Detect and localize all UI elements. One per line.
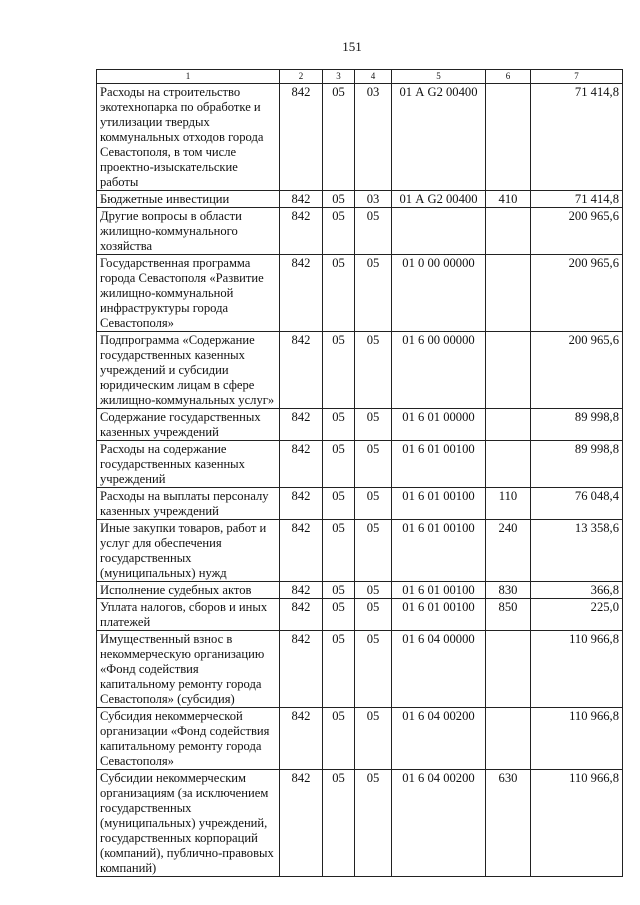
- row-expense-type: [486, 409, 531, 441]
- row-subsection-code: 05: [355, 208, 392, 255]
- row-section-code: 05: [323, 255, 355, 332]
- row-ministry-code: 842: [280, 255, 323, 332]
- row-section-code: 05: [323, 441, 355, 488]
- row-subsection-code: 05: [355, 631, 392, 708]
- table-body: [97, 84, 623, 877]
- row-expense-type: 110: [486, 488, 531, 520]
- row-target-article: 01 6 00 00000: [392, 332, 486, 409]
- row-expense-type: [486, 208, 531, 255]
- row-ministry-code: 842: [280, 708, 323, 770]
- row-subsection-code: 03: [355, 191, 392, 208]
- table-row: [97, 770, 623, 877]
- row-name: Расходы на содержание государственных казенных учреждений: [97, 441, 280, 488]
- row-name: Расходы на строительство экотехнопарка по обработке и утилизации твердых коммунальных отходов города Севастополя, в том числе проектно-изыскательские работы: [97, 84, 280, 191]
- row-ministry-code: 842: [280, 409, 323, 441]
- row-section-code: 05: [323, 770, 355, 877]
- table-row: [97, 255, 623, 332]
- header-col-5: 5: [392, 70, 486, 84]
- row-target-article: 01 6 04 00000: [392, 631, 486, 708]
- row-subsection-code: 05: [355, 520, 392, 582]
- row-amount: 200 965,6: [531, 255, 623, 332]
- row-target-article: 01 А G2 00400: [392, 191, 486, 208]
- row-section-code: 05: [323, 191, 355, 208]
- row-name: Подпрограмма «Содержание государственных казенных учреждений и субсидии юридическим лицам в сфере жилищно-коммунальных услуг»: [97, 332, 280, 409]
- row-ministry-code: 842: [280, 520, 323, 582]
- table-row: [97, 520, 623, 582]
- row-amount: 200 965,6: [531, 332, 623, 409]
- row-expense-type: 830: [486, 582, 531, 599]
- row-target-article: 01 А G2 00400: [392, 84, 486, 191]
- row-amount: 13 358,6: [531, 520, 623, 582]
- row-amount: 89 998,8: [531, 409, 623, 441]
- row-subsection-code: 05: [355, 332, 392, 409]
- row-target-article: 01 0 00 00000: [392, 255, 486, 332]
- row-amount: 76 048,4: [531, 488, 623, 520]
- header-col-6: 6: [486, 70, 531, 84]
- table-row: [97, 708, 623, 770]
- header-col-4: 4: [355, 70, 392, 84]
- header-row: [97, 70, 623, 84]
- row-subsection-code: 05: [355, 770, 392, 877]
- row-subsection-code: 05: [355, 599, 392, 631]
- row-expense-type: 850: [486, 599, 531, 631]
- row-ministry-code: 842: [280, 582, 323, 599]
- row-expense-type: [486, 441, 531, 488]
- table-row: [97, 441, 623, 488]
- row-amount: 110 966,8: [531, 631, 623, 708]
- row-expense-type: [486, 84, 531, 191]
- row-ministry-code: 842: [280, 191, 323, 208]
- table-row: [97, 332, 623, 409]
- row-name: Другие вопросы в области жилищно-коммунального хозяйства: [97, 208, 280, 255]
- row-target-article: 01 6 01 00100: [392, 488, 486, 520]
- row-expense-type: [486, 332, 531, 409]
- row-expense-type: [486, 708, 531, 770]
- row-section-code: 05: [323, 84, 355, 191]
- row-name: Бюджетные инвестиции: [97, 191, 280, 208]
- table-row: [97, 84, 623, 191]
- table-row: [97, 409, 623, 441]
- row-subsection-code: 05: [355, 488, 392, 520]
- row-name: Расходы на выплаты персоналу казенных учреждений: [97, 488, 280, 520]
- row-target-article: 01 6 04 00200: [392, 708, 486, 770]
- row-name: Субсидии некоммерческим организациям (за исключением государственных (муниципальных) учреждений, государственных корпораций (компаний), публично-правовых компаний): [97, 770, 280, 877]
- header-col-7: 7: [531, 70, 623, 84]
- row-target-article: 01 6 01 00100: [392, 582, 486, 599]
- row-subsection-code: 05: [355, 582, 392, 599]
- table-header: [97, 70, 623, 84]
- row-amount: 110 966,8: [531, 770, 623, 877]
- row-name: Уплата налогов, сборов и иных платежей: [97, 599, 280, 631]
- row-section-code: 05: [323, 208, 355, 255]
- row-expense-type: [486, 255, 531, 332]
- row-target-article: 01 6 01 00100: [392, 441, 486, 488]
- row-ministry-code: 842: [280, 208, 323, 255]
- row-section-code: 05: [323, 520, 355, 582]
- row-ministry-code: 842: [280, 488, 323, 520]
- row-target-article: [392, 208, 486, 255]
- row-name: Субсидия некоммерческой организации «Фонд содействия капитальному ремонту города Севастополя»: [97, 708, 280, 770]
- row-section-code: 05: [323, 409, 355, 441]
- row-subsection-code: 05: [355, 255, 392, 332]
- row-ministry-code: 842: [280, 332, 323, 409]
- table-row: [97, 191, 623, 208]
- row-expense-type: 410: [486, 191, 531, 208]
- header-col-3: 3: [323, 70, 355, 84]
- row-name: Содержание государственных казенных учреждений: [97, 409, 280, 441]
- row-target-article: 01 6 01 00100: [392, 599, 486, 631]
- row-name: Государственная программа города Севастополя «Развитие жилищно-коммунальной инфраструктуры города Севастополя»: [97, 255, 280, 332]
- row-ministry-code: 842: [280, 84, 323, 191]
- row-amount: 366,8: [531, 582, 623, 599]
- row-amount: 71 414,8: [531, 84, 623, 191]
- row-expense-type: 240: [486, 520, 531, 582]
- row-amount: 110 966,8: [531, 708, 623, 770]
- table-row: [97, 599, 623, 631]
- table-row: [97, 631, 623, 708]
- row-section-code: 05: [323, 582, 355, 599]
- row-ministry-code: 842: [280, 599, 323, 631]
- row-name: Иные закупки товаров, работ и услуг для обеспечения государственных (муниципальных) нужд: [97, 520, 280, 582]
- row-section-code: 05: [323, 708, 355, 770]
- row-amount: 71 414,8: [531, 191, 623, 208]
- row-section-code: 05: [323, 599, 355, 631]
- row-ministry-code: 842: [280, 770, 323, 877]
- row-section-code: 05: [323, 488, 355, 520]
- row-expense-type: 630: [486, 770, 531, 877]
- row-expense-type: [486, 631, 531, 708]
- row-target-article: 01 6 04 00200: [392, 770, 486, 877]
- header-col-2: 2: [280, 70, 323, 84]
- row-section-code: 05: [323, 332, 355, 409]
- row-subsection-code: 05: [355, 708, 392, 770]
- row-subsection-code: 03: [355, 84, 392, 191]
- table-row: [97, 208, 623, 255]
- budget-table: [96, 69, 623, 877]
- table-row: [97, 488, 623, 520]
- row-subsection-code: 05: [355, 441, 392, 488]
- row-name: Исполнение судебных актов: [97, 582, 280, 599]
- row-amount: 225,0: [531, 599, 623, 631]
- row-target-article: 01 6 01 00000: [392, 409, 486, 441]
- row-amount: 200 965,6: [531, 208, 623, 255]
- page-number: 151: [342, 39, 362, 54]
- row-target-article: 01 6 01 00100: [392, 520, 486, 582]
- row-section-code: 05: [323, 631, 355, 708]
- row-ministry-code: 842: [280, 441, 323, 488]
- row-subsection-code: 05: [355, 409, 392, 441]
- header-col-1: 1: [97, 70, 280, 84]
- table-row: [97, 582, 623, 599]
- row-name: Имущественный взнос в некоммерческую организацию «Фонд содействия капитальному ремонту города Севастополя» (субсидия): [97, 631, 280, 708]
- row-ministry-code: 842: [280, 631, 323, 708]
- row-amount: 89 998,8: [531, 441, 623, 488]
